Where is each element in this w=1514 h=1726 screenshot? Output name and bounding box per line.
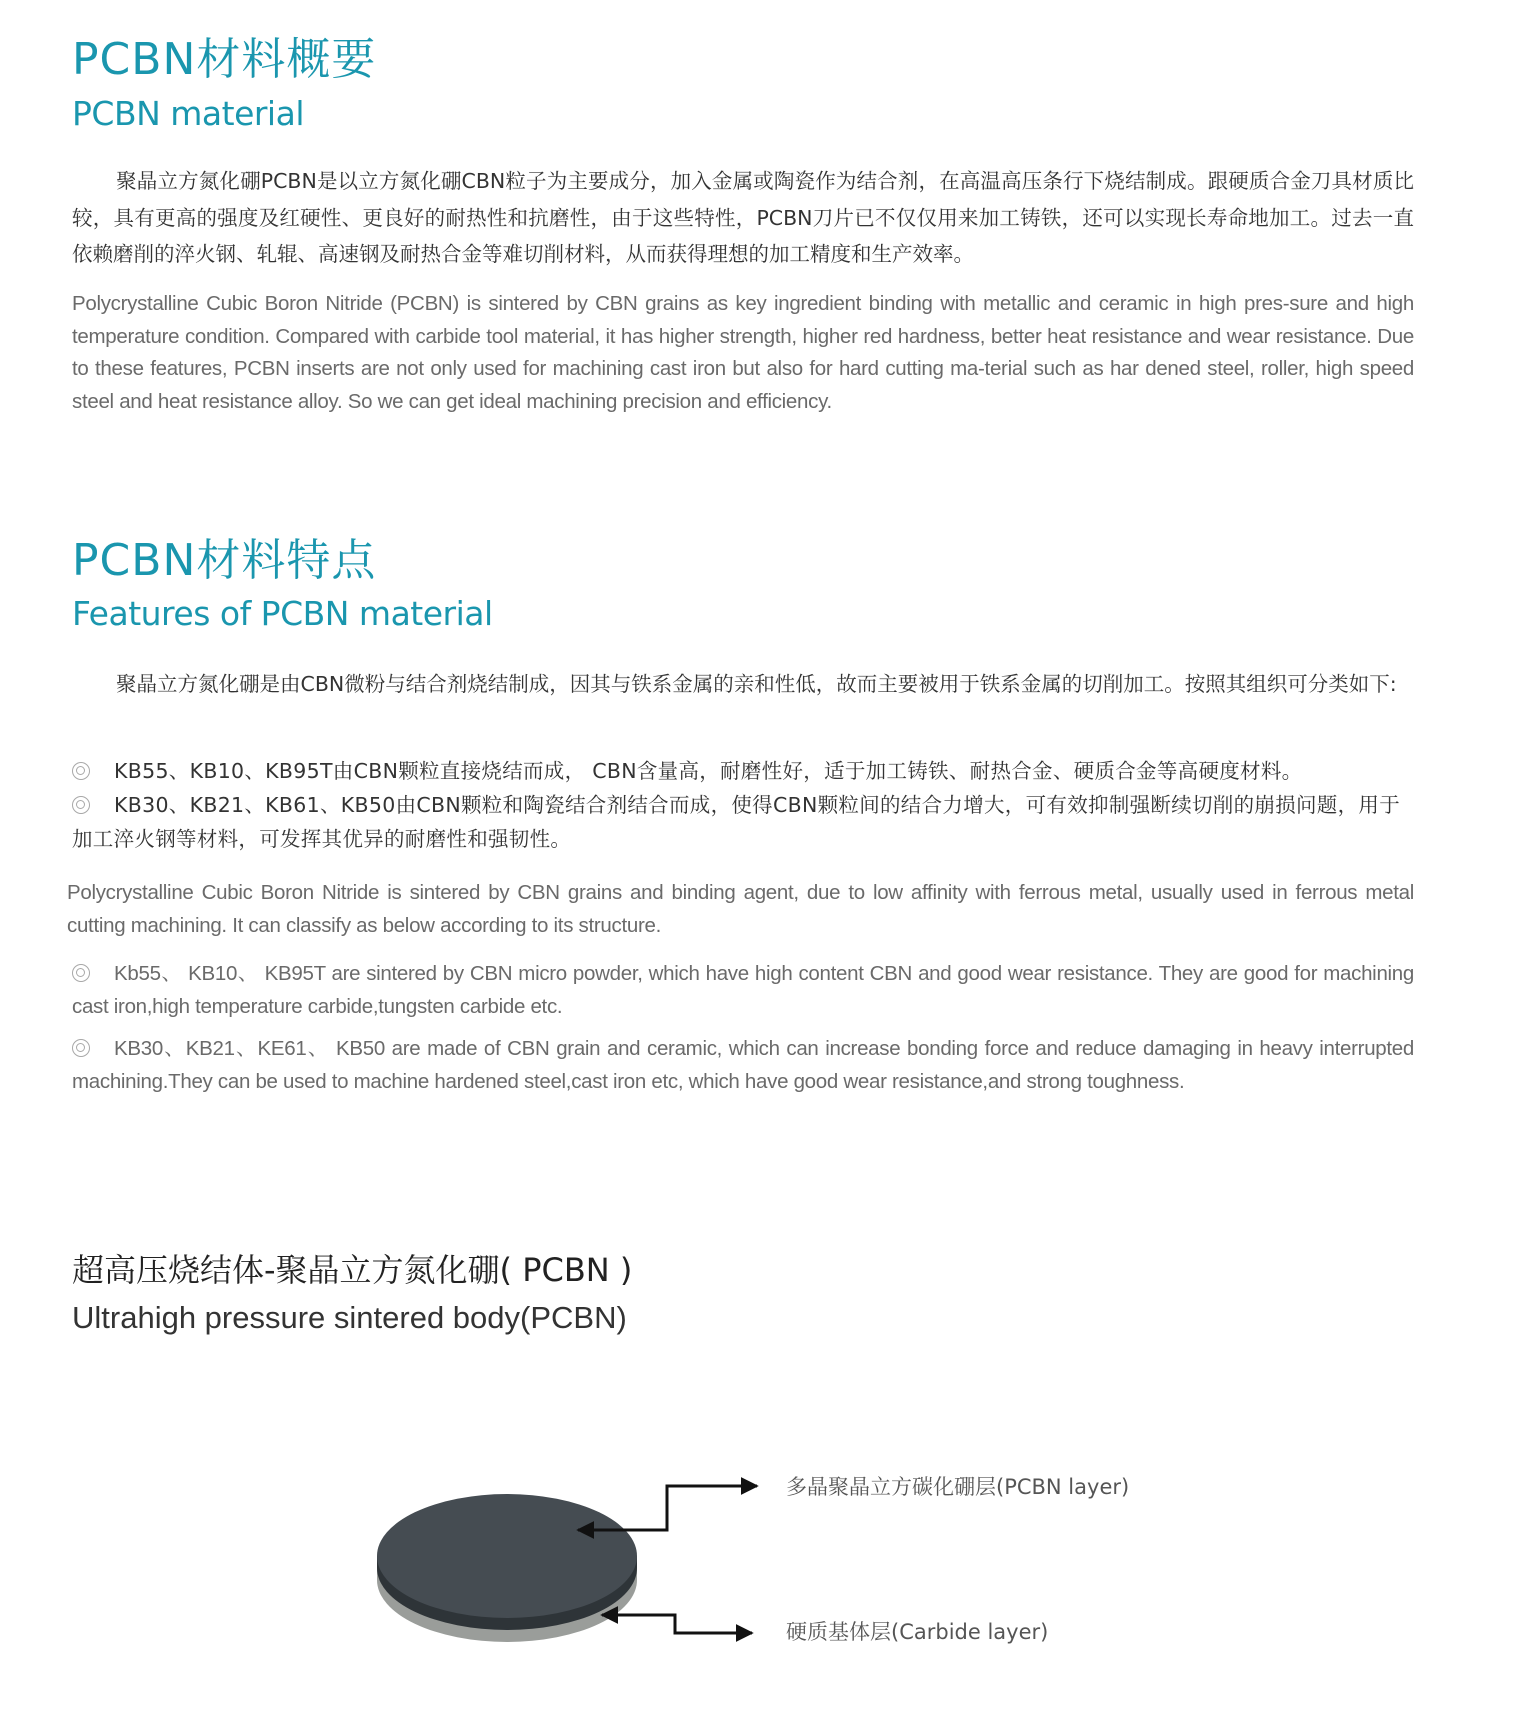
section1-title-en: PCBN material xyxy=(72,94,304,133)
section1-title-cn: PCBN材料概要 xyxy=(72,34,377,85)
list-item-text: Kb55、 KB10、 KB95T are sintered by CBN micro powder, which have high content CBN and good wear resistance. They are good for machining cast iron,high temperature carbide,tungsten carbide etc. xyxy=(72,962,1414,1018)
section2-title-en: Features of PCBN material xyxy=(72,594,493,633)
pcbn-layer-label: 多晶聚晶立方碳化硼层(PCBN layer) xyxy=(786,1475,1130,1499)
carbide-layer-arrow xyxy=(602,1615,752,1633)
list-item-text: KB55、KB10、KB95T由CBN颗粒直接烧结而成， CBN含量高，耐磨性好，适于加工铸铁、耐热合金、硬质合金等高硬度材料。 xyxy=(114,759,1303,783)
list-item-text: KB30、KB21、KB61、KB50由CBN颗粒和陶瓷结合剂结合而成，使得CBN颗粒间的结合力增大，可有效抑制强断续切削的崩损问题，用于加工淬火钢等材料，可发挥其优异的耐磨性和强韧性。 xyxy=(72,793,1400,851)
list-item-text: KB30、KB21、KE61、 KB50 are made of CBN grain and ceramic, which can increase bonding force and reduce damaging in heavy interrupted machining.They can be used to machine hardened steel,cast iron etc, which have good wear resistance,and strong toughness. xyxy=(72,1037,1414,1093)
section3-title-en: Ultrahigh pressure sintered body(PCBN) xyxy=(72,1300,627,1335)
section3-title-cn: 超高压烧结体-聚晶立方氮化硼( PCBN ) xyxy=(72,1251,633,1289)
section2-title-cn: PCBN材料特点 xyxy=(72,535,377,586)
disc-illustration xyxy=(377,1494,637,1642)
section2-paragraph-en: Polycrystalline Cubic Boron Nitride is sintered by CBN grains and binding agent, due to low affinity with ferrous metal, usually used in ferrous metal cutting machining. It can classify as below according to its structure. xyxy=(67,881,1414,937)
section2-paragraph-cn-text: 聚晶立方氮化硼是由CBN微粉与结合剂烧结制成，因其与铁系金属的亲和性低，故而主要被用于铁系金属的切削加工。按照其组织可分类如下: xyxy=(116,672,1397,696)
section1-paragraph-en: Polycrystalline Cubic Boron Nitride (PCBN) is sintered by CBN grains as key ingredient binding with metallic and ceramic in high pres-sure and high temperature condition. Compared with carbide tool material, it has higher strength, higher red hardness, better heat resistance and wear resistance. Due to these features, PCBN inserts are not only used for machining cast iron but also for hard cutting ma-terial such as har dened steel, roller, high speed steel and heat resistance alloy. So we can get ideal machining precision and efficiency. xyxy=(72,292,1414,413)
section1-paragraph-cn-text: 聚晶立方氮化硼PCBN是以立方氮化硼CBN粒子为主要成分，加入金属或陶瓷作为结合剂，在高温高压条行下烧结制成。跟硬质合金刀具材质比较，具有更高的强度及红硬性、更良好的耐热性和抗磨性，由于这些特性，PCBN刀片已不仅仅用来加工铸铁，还可以实现长寿命地加工。过去一直依赖磨削的淬火钢、轧辊、高速钢及耐热合金等难切削材料，从而获得理想的加工精度和生产效率。 xyxy=(72,169,1414,266)
carbide-layer-label: 硬质基体层(Carbide layer) xyxy=(786,1620,1049,1644)
